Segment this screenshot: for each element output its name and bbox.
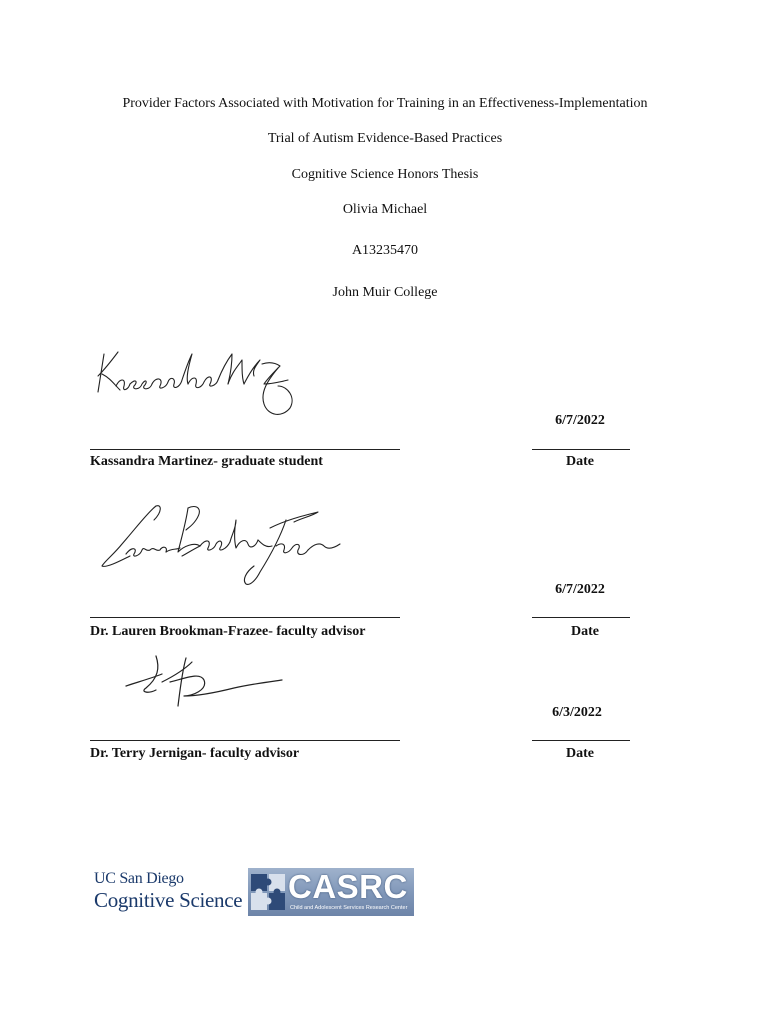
signer-1-name: Kassandra Martinez- graduate student [90, 454, 323, 469]
signature-line [90, 449, 400, 450]
signature-lauren-brookman-frazee [96, 498, 352, 590]
casrc-subtitle: Child and Adolescent Services Research Center [290, 905, 408, 911]
signer-3-name: Dr. Terry Jernigan- faculty advisor [90, 746, 300, 761]
signature-kassandra-martinez [92, 342, 302, 424]
date-label: Date [571, 624, 599, 639]
signature-line [90, 740, 400, 741]
thesis-title-line-1: Provider Factors Associated with Motivation for Training in an Effectiveness-Implementation [122, 96, 648, 111]
casrc-wordmark: CASRC [288, 868, 408, 905]
signature-2-date: 6/7/2022 [555, 582, 605, 597]
thesis-type: Cognitive Science Honors Thesis [291, 167, 479, 182]
date-line [532, 449, 630, 450]
date-label: Date [566, 454, 594, 469]
ucsd-logo-text: UC San Diego [94, 870, 184, 887]
author-name: Olivia Michael [342, 202, 428, 217]
date-label: Date [566, 746, 594, 761]
signature-line [90, 617, 400, 618]
signature-3-date: 6/3/2022 [552, 705, 602, 720]
signature-terry-jernigan [122, 652, 286, 712]
date-line [532, 740, 630, 741]
casrc-logo [248, 868, 414, 916]
college-name: John Muir College [332, 285, 438, 300]
ucsd-cognitive-science-logo [94, 870, 242, 912]
student-id: A13235470 [351, 243, 419, 258]
puzzle-icon [250, 872, 286, 912]
date-line [532, 617, 630, 618]
signer-2-name: Dr. Lauren Brookman-Frazee- faculty advisor [90, 624, 366, 639]
thesis-title-line-2: Trial of Autism Evidence-Based Practices [267, 131, 503, 146]
cognitive-science-logo-text: Cognitive Science [94, 888, 243, 912]
signature-1-date: 6/7/2022 [555, 413, 605, 428]
